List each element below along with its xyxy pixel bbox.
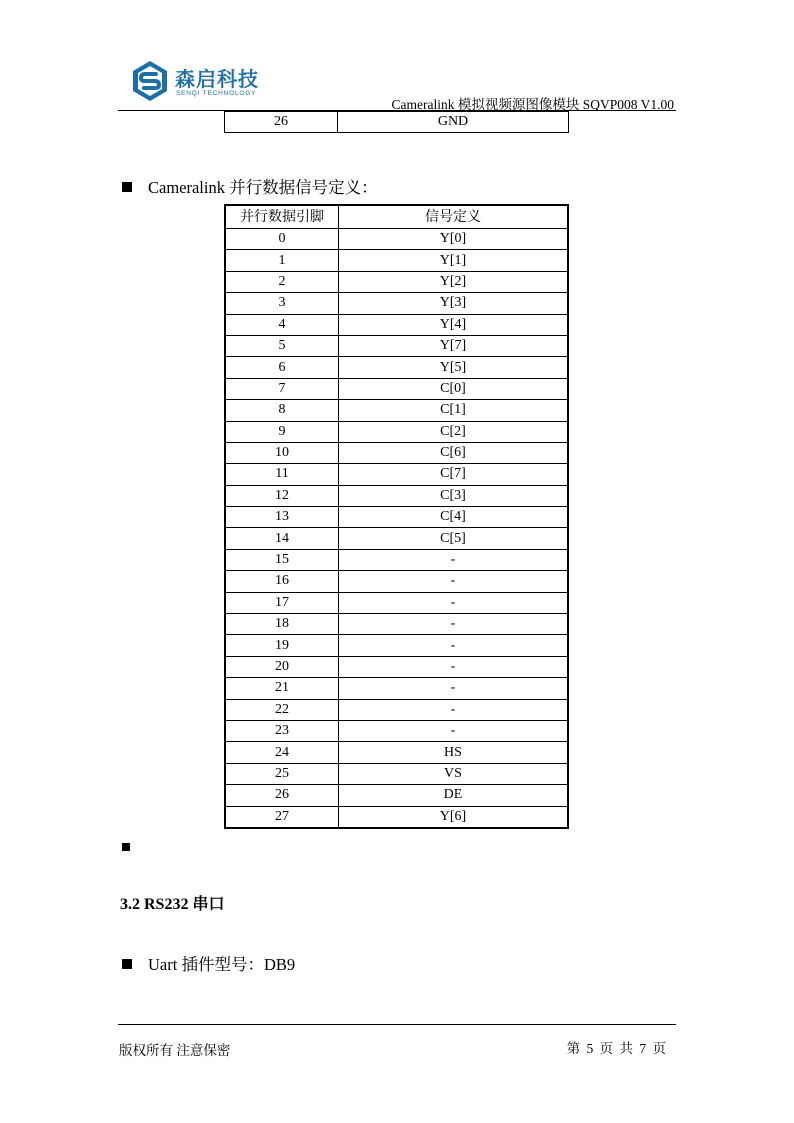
table-row: [225, 763, 568, 784]
signal-cell: C[3]: [339, 485, 569, 506]
signal-cell: C[5]: [339, 528, 569, 549]
signal-cell: -: [339, 678, 569, 699]
signal-cell: HS: [339, 742, 569, 763]
pin-cell: 4: [225, 314, 339, 335]
table-row: [225, 571, 568, 592]
table-row: [225, 357, 568, 378]
footer-copyright: 版权所有 注意保密: [119, 1043, 231, 1058]
signal-cell: -: [339, 571, 569, 592]
signal-cell: Y[6]: [339, 806, 569, 828]
pin-cell: 25: [225, 763, 339, 784]
table-row: [225, 678, 568, 699]
signal-cell: C[6]: [339, 442, 569, 463]
signal-cell: C[2]: [339, 421, 569, 442]
logo-mark-icon: [131, 60, 169, 102]
pin-cell: 6: [225, 357, 339, 378]
table-row: [225, 335, 568, 356]
signal-cell: Y[3]: [339, 293, 569, 314]
pin-cell: 3: [225, 293, 339, 314]
pin-cell: 1: [225, 250, 339, 271]
pin-cell: 20: [225, 656, 339, 677]
signal-cell: -: [339, 699, 569, 720]
table-row: [225, 614, 568, 635]
pin-cell: 0: [225, 229, 339, 250]
document-title: Cameralink 模拟视频源图像模块 SQVP008 V1.00: [391, 97, 674, 112]
company-name-cn: 森启科技: [175, 67, 259, 91]
table-row: [225, 528, 568, 549]
table-row: [225, 271, 568, 292]
parallel-label-text: Cameralink 并行数据信号定义：: [148, 178, 378, 197]
column-header-pin: 并行数据引脚: [225, 205, 339, 229]
signal-cell: -: [339, 720, 569, 741]
pin-cell: 26: [225, 112, 338, 133]
signal-cell: C[1]: [339, 400, 569, 421]
signal-cell: -: [339, 549, 569, 570]
pin-cell: 19: [225, 635, 339, 656]
signal-cell: C[4]: [339, 507, 569, 528]
footer-divider: [118, 1024, 676, 1025]
company-logo: [131, 60, 271, 104]
pin-cell: 24: [225, 742, 339, 763]
table-row: [225, 635, 568, 656]
table-row: [225, 464, 568, 485]
signal-cell: GND: [338, 112, 569, 133]
bullet-icon: [122, 182, 132, 192]
table-row: [225, 549, 568, 570]
table-row: [225, 421, 568, 442]
uart-line: [122, 951, 295, 975]
table-header-row: [225, 205, 568, 229]
signal-cell: Y[4]: [339, 314, 569, 335]
pin-cell: 2: [225, 271, 339, 292]
pin-cell: 11: [225, 464, 339, 485]
table-row: [225, 314, 568, 335]
signal-cell: C[0]: [339, 378, 569, 399]
bullet-icon: [122, 843, 130, 851]
table-row: [225, 378, 568, 399]
pin-cell: 22: [225, 699, 339, 720]
section-heading-rs232: 3.2 RS232 串口: [120, 896, 225, 913]
pin-cell: 10: [225, 442, 339, 463]
bullet-icon: [122, 959, 132, 969]
column-header-signal: 信号定义: [339, 205, 569, 229]
signal-cell: DE: [339, 785, 569, 806]
pin-cell: 15: [225, 549, 339, 570]
signal-cell: Y[0]: [339, 229, 569, 250]
carry-over-table: [224, 111, 569, 133]
table-row: [225, 699, 568, 720]
table-row: [225, 507, 568, 528]
table-row: [225, 656, 568, 677]
table-row: [225, 229, 568, 250]
parallel-signal-table: [224, 204, 569, 829]
uart-text: Uart 插件型号：DB9: [148, 955, 296, 974]
table-row: [225, 112, 569, 133]
signal-cell: -: [339, 614, 569, 635]
pin-cell: 17: [225, 592, 339, 613]
table-row: [225, 485, 568, 506]
table-row: [225, 785, 568, 806]
signal-cell: VS: [339, 763, 569, 784]
signal-cell: -: [339, 592, 569, 613]
table-row: [225, 806, 568, 828]
table-row: [225, 293, 568, 314]
pin-cell: 14: [225, 528, 339, 549]
table-row: [225, 720, 568, 741]
signal-cell: C[7]: [339, 464, 569, 485]
parallel-section-label: [122, 174, 378, 198]
signal-cell: Y[1]: [339, 250, 569, 271]
table-row: [225, 400, 568, 421]
pin-cell: 16: [225, 571, 339, 592]
pin-cell: 13: [225, 507, 339, 528]
table-row: [225, 250, 568, 271]
company-name-en: SENQI TECHNOLOGY: [176, 90, 257, 97]
pin-cell: 26: [225, 785, 339, 806]
pin-cell: 9: [225, 421, 339, 442]
pin-cell: 8: [225, 400, 339, 421]
pin-cell: 21: [225, 678, 339, 699]
signal-cell: Y[7]: [339, 335, 569, 356]
pin-cell: 7: [225, 378, 339, 399]
signal-cell: Y[5]: [339, 357, 569, 378]
table-row: [225, 742, 568, 763]
table-row: [225, 442, 568, 463]
pin-cell: 5: [225, 335, 339, 356]
pin-cell: 18: [225, 614, 339, 635]
pin-cell: 12: [225, 485, 339, 506]
signal-cell: -: [339, 635, 569, 656]
footer-page-number: 第 5 页 共 7 页: [566, 1041, 666, 1056]
table-row: [225, 592, 568, 613]
pin-cell: 23: [225, 720, 339, 741]
signal-cell: Y[2]: [339, 271, 569, 292]
signal-cell: -: [339, 656, 569, 677]
pin-cell: 27: [225, 806, 339, 828]
